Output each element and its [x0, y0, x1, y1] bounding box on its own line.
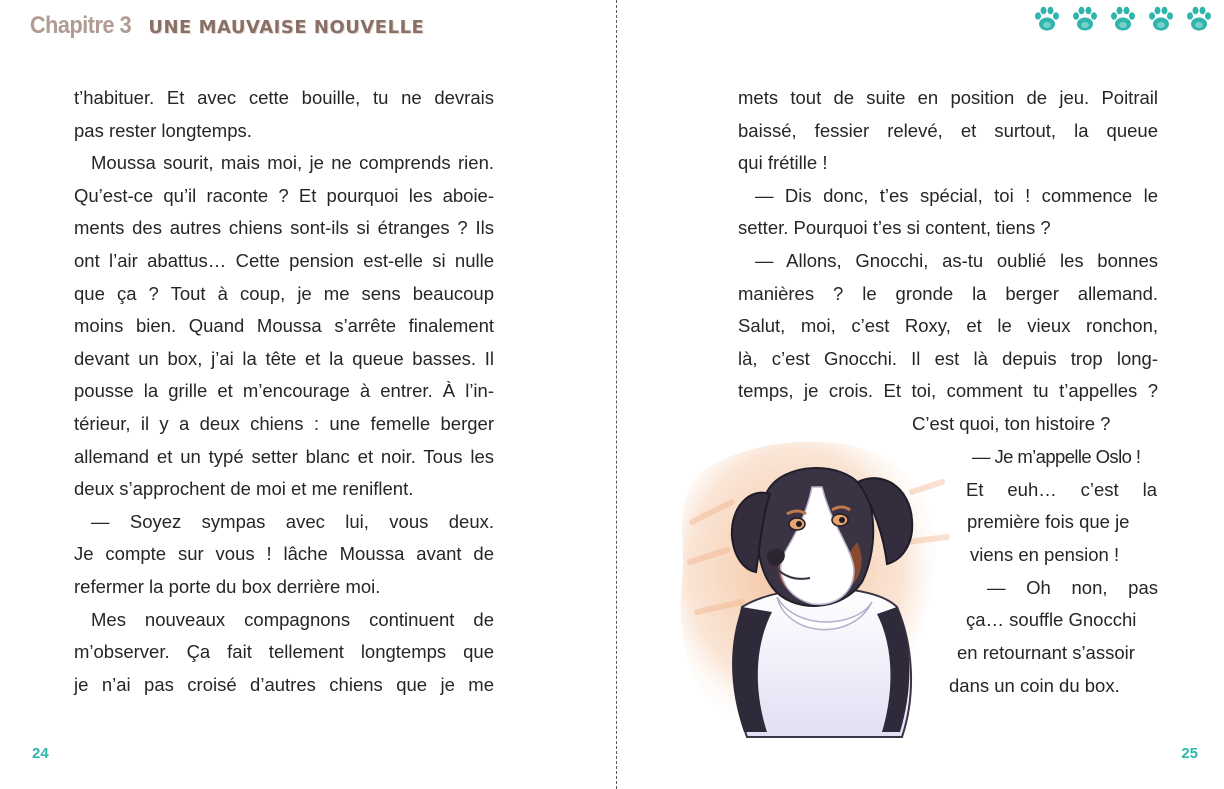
text-line: Qu’est-ce qu’il raconte ? Et pourquoi les aboie- — [74, 184, 494, 206]
text-line: je n’ai pas croisé d’autres chiens que je me — [74, 673, 494, 695]
paw-icon — [1032, 4, 1062, 34]
text-line: Moussa sourit, mais moi, je ne comprends rien. — [91, 152, 494, 174]
text-line: — Soyez sympas avec lui, vous deux. — [91, 510, 494, 532]
text-line: m’observer. Ça fait tellement longtemps que — [74, 641, 494, 663]
chapter-label: Chapitre 3 — [30, 12, 132, 39]
wrap-line: viens en pension ! — [970, 544, 1120, 565]
text-line: devant un box, j’ai la tête et la queue basses. Il — [74, 347, 494, 369]
text-line: Salut, moi, c’est Roxy, et le vieux ronchon, — [738, 315, 1158, 337]
text-line: ments des autres chiens sont-ils si étranges ? Ils — [74, 217, 494, 239]
right-page-text — [738, 82, 1158, 408]
wrap-line: en retournant s’assoir — [957, 642, 1135, 663]
text-line: là, c’est Gnocchi. Il est là depuis trop long- — [738, 347, 1158, 369]
paw-icon — [1146, 4, 1176, 34]
text-line: térieur, il y a deux chiens : une femelle berger — [74, 412, 494, 434]
text-line: ont l’air abattus… Cette pension est-elle si nulle — [74, 249, 494, 271]
text-line: deux s’approchent de moi et me reniflent. — [74, 478, 414, 500]
text-line: temps, je crois. Et toi, comment tu t’appelles ? — [738, 380, 1158, 402]
page-number-left: 24 — [32, 745, 49, 762]
text-line: setter. Pourquoi t’es si content, tiens ? — [738, 217, 1051, 239]
left-page-text — [74, 82, 494, 701]
wrap-line: Et euh… c’est la — [966, 479, 1157, 500]
chapter-header — [30, 12, 424, 40]
wrap-line: C’est quoi, ton histoire ? — [912, 413, 1111, 434]
dog-illustration — [672, 432, 960, 744]
chapter-title: UNE MAUVAISE NOUVELLE — [148, 17, 425, 38]
text-line: allemand et un typé setter blanc et noir. Tous les — [74, 445, 494, 467]
text-line: pousse la grille et m’encourage à entrer. À l’in- — [74, 380, 494, 402]
wrap-line: dans un coin du box. — [949, 675, 1120, 696]
text-line: — Dis donc, t’es spécial, toi ! commence le — [755, 184, 1158, 206]
text-line: que ça ? Tout à coup, je me sens beaucoup — [74, 282, 494, 304]
wrap-line: première fois que je — [967, 511, 1130, 532]
text-line: — Allons, Gnocchi, as-tu oublié les bonnes — [755, 249, 1158, 271]
text-line: moins bien. Quand Moussa s’arrête finalement — [74, 315, 494, 337]
text-line: Mes nouveaux compagnons continuent de — [91, 608, 494, 630]
wrap-line: — Oh non, pas — [987, 577, 1158, 598]
text-line: Je compte sur vous ! lâche Moussa avant de — [74, 543, 494, 565]
text-line: pas rester longtemps. — [74, 119, 252, 141]
text-line: qui frétille ! — [738, 152, 828, 174]
text-line: t’habituer. Et avec cette bouille, tu ne devrais — [74, 87, 494, 108]
wrap-line: ça… souffle Gnocchi — [966, 609, 1137, 630]
text-line: refermer la porte du box derrière moi. — [74, 575, 381, 597]
paw-icon — [1184, 4, 1214, 34]
paw-icon — [1070, 4, 1100, 34]
text-line: mets tout de suite en position de jeu. Poitrail — [738, 87, 1158, 108]
text-line: baissé, fessier relevé, et surtout, la queue — [738, 119, 1158, 141]
page-fold-line — [616, 0, 617, 789]
wrap-line: — Je m’appelle Oslo ! — [972, 446, 1141, 467]
text-line: manières ? le gronde la berger allemand. — [738, 282, 1158, 304]
paw-icons — [1032, 4, 1214, 34]
paw-icon — [1108, 4, 1138, 34]
page-number-right: 25 — [1181, 745, 1198, 762]
